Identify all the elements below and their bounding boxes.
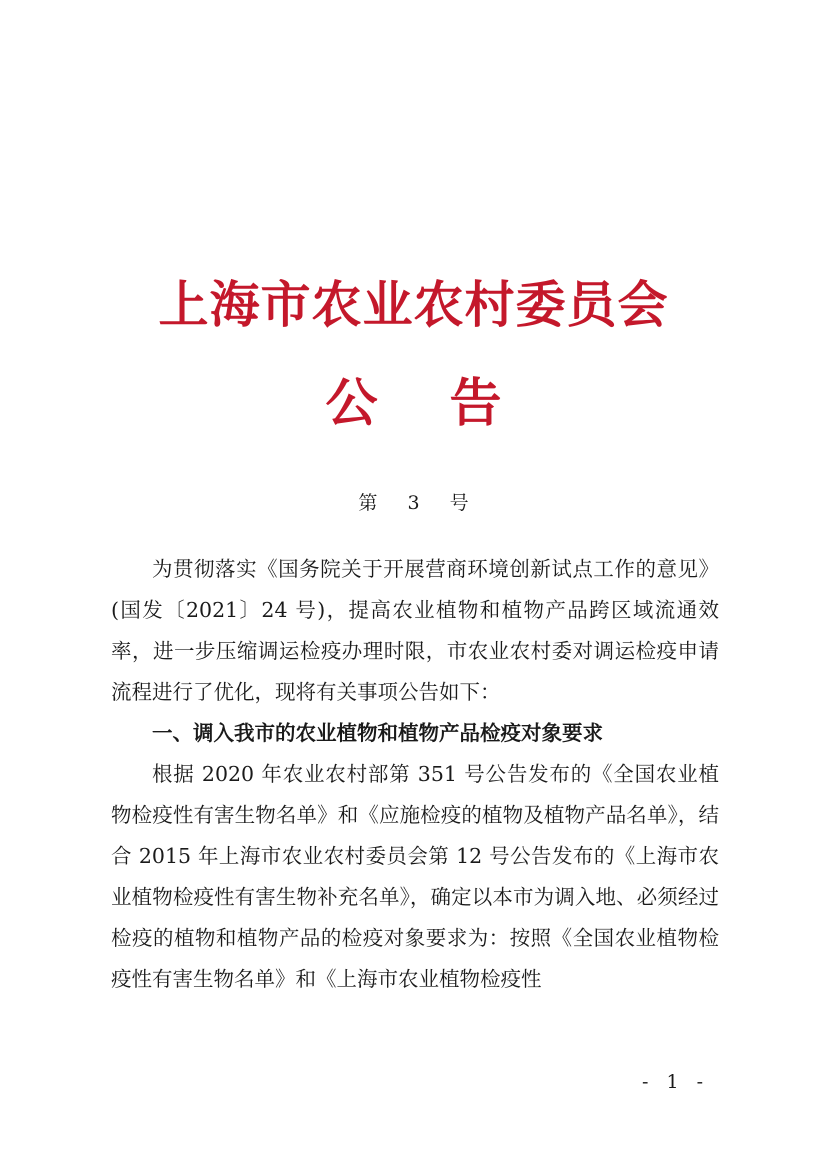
- body-paragraph: 根据 2020 年农业农村部第 351 号公告发布的《全国农业植物检疫性有害生物名单》和《应施检疫的植物及植物产品名单》，结合 2015 年上海市农业农村委员会第 12 号公告发布的《上海市农业植物检疫性有害生物补充名单》，确定以本市为调入地、必须经过检疫的植物和植物产品的检疫对象要求为：按照《全国农业植物检疫性有害生物名单》和《上海市农业植物检疫性: [111, 762, 719, 991]
- intro-paragraph: 为贯彻落实《国务院关于开展营商环境创新试点工作的意见》(国发〔2021〕24 号)，提高农业植物和植物产品跨区域流通效率，进一步压缩调运检疫办理时限，市农业农村委对调运检疫申请流程进行了优化，现将有关事项公告如下：: [111, 557, 719, 704]
- issuing-organization-title: 上海市农业农村委员会: [158, 275, 669, 334]
- page-number: - 1 -: [641, 1071, 709, 1093]
- section-heading: 一、调入我市的农业植物和植物产品检疫对象要求: [152, 721, 603, 745]
- document-body: [111, 549, 719, 1000]
- document-number: 第 3 号: [358, 492, 481, 514]
- notice-title: 公告: [325, 373, 574, 434]
